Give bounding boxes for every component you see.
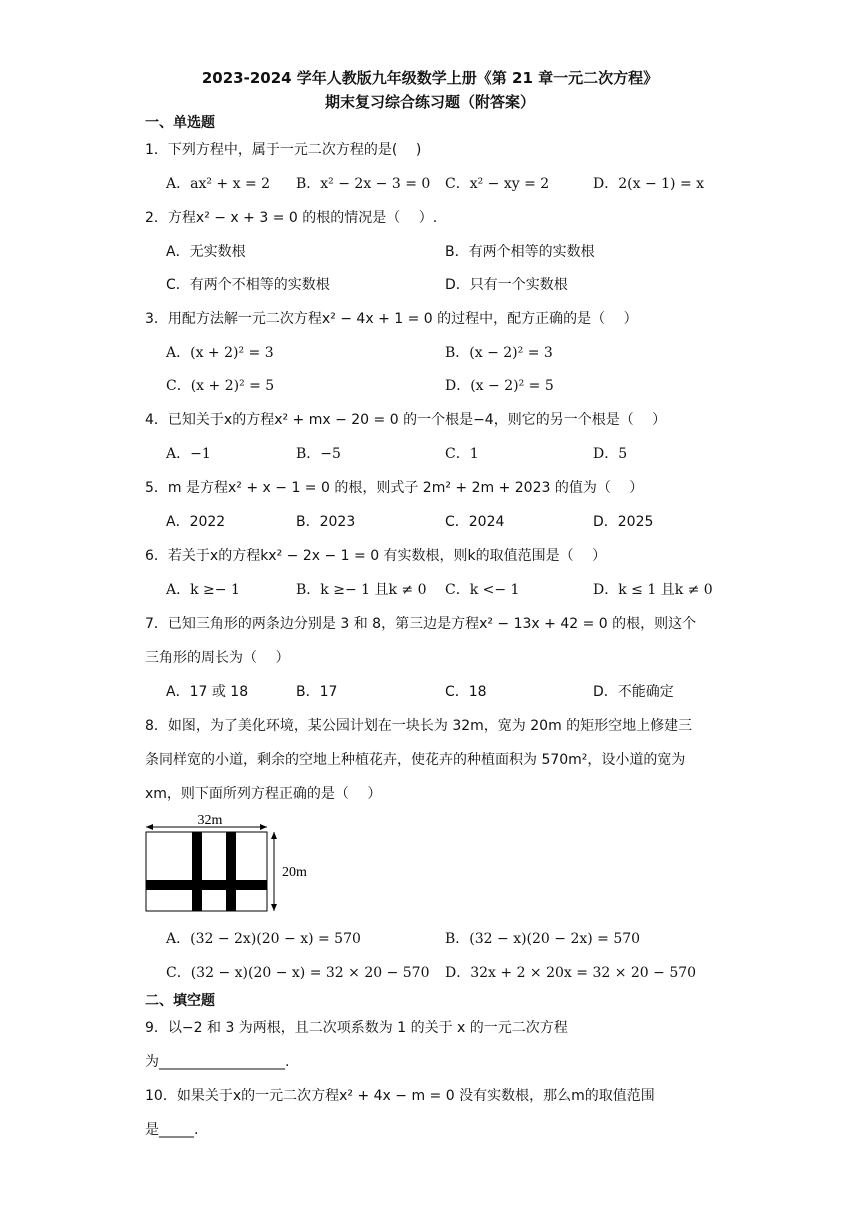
question-10-stem-line-2: 是_____. (145, 1122, 199, 1138)
question-7-stem-line-2: 三角形的周长为（ ） (145, 650, 290, 666)
question-1-option-d: D．2(x − 1) = x (593, 176, 705, 192)
question-8-stem-line-1: 8．如图，为了美化环境，某公园计划在一块长为 32m，宽为 20m 的矩形空地上修建三 (145, 718, 693, 734)
question-5-option-a: A．2022 (166, 514, 226, 530)
question-4-option-c: C．1 (445, 446, 479, 462)
question-5-option-c: C．2024 (445, 514, 505, 530)
vertical-path-right (226, 832, 236, 911)
question-7-option-c: C．18 (445, 684, 487, 700)
question-8-stem-line-3: xm，则下面所列方程正确的是（ ） (145, 786, 382, 802)
horizontal-path (146, 880, 267, 890)
question-6-option-b: B．k ≥− 1 且k ≠ 0 (296, 582, 427, 598)
arrowhead-right (260, 824, 267, 830)
question-2-option-a: A．无实数根 (166, 244, 246, 260)
arrowhead-left (146, 824, 153, 830)
question-8-option-a: A．(32 − 2x)(20 − x) = 570 (166, 931, 361, 947)
arrowhead-top (271, 832, 277, 839)
rectangle-plot (146, 832, 267, 911)
question-9-stem-line-1: 9．以−2 和 3 为两根，且二次项系数为 1 的关于 x 的一元二次方程 (145, 1020, 568, 1036)
question-4-option-d: D．5 (593, 446, 628, 462)
question-6-option-d: D．k ≤ 1 且k ≠ 0 (593, 582, 713, 598)
question-6-option-c: C．k <− 1 (445, 582, 520, 598)
question-8-option-c: C．(32 − x)(20 − x) = 32 × 20 − 570 (166, 965, 430, 981)
section-heading-single-choice: 一、单选题 (145, 115, 215, 131)
question-4-stem: 4．已知关于x的方程x² + mx − 20 = 0 的一个根是−4，则它的另一个根是（ ） (145, 412, 667, 428)
question-1-option-a: A．ax² + x = 2 (166, 176, 271, 192)
question-3-option-b: B．(x − 2)² = 3 (445, 345, 553, 361)
title-line-1: 2023-2024 学年人教版九年级数学上册《第 21 章一元二次方程》 (201, 69, 659, 87)
section-heading-fill-in: 二、填空题 (145, 993, 215, 1009)
question-1-stem: 1．下列方程中，属于一元二次方程的是( ) (145, 142, 422, 158)
question-7-stem-line-1: 7．已知三角形的两条边分别是 3 和 8，第三边是方程x² − 13x + 42 = 0 的根，则这个 (145, 616, 697, 632)
question-4-option-b: B．−5 (296, 446, 341, 462)
vertical-path-left (192, 832, 202, 911)
question-9-stem-line-2: 为__________________. (145, 1054, 290, 1070)
question-2-option-c: C．有两个不相等的实数根 (166, 277, 330, 293)
figure-width-label: 32m (197, 813, 223, 828)
question-1-option-b: B．x² − 2x − 3 = 0 (296, 176, 431, 192)
question-7-option-d: D．不能确定 (593, 684, 674, 700)
question-10-stem-line-1: 10．如果关于x的一元二次方程x² + 4x − m = 0 没有实数根，那么m的取值范围 (145, 1088, 655, 1104)
question-8-stem-line-2: 条同样宽的小道，剩余的空地上种植花卉，使花卉的种植面积为 570m²，设小道的宽为 (145, 752, 686, 768)
question-6-stem: 6．若关于x的方程kx² − 2x − 1 = 0 有实数根，则k的取值范围是（ ） (145, 548, 607, 564)
question-6-option-a: A．k ≥− 1 (166, 582, 240, 598)
question-1-option-c: C．x² − xy = 2 (445, 176, 550, 192)
question-5-stem: 5．m 是方程x² + x − 1 = 0 的根，则式子 2m² + 2m + 2023 的值为（ ） (145, 480, 644, 496)
question-2-option-b: B．有两个相等的实数根 (445, 244, 595, 260)
question-3-option-a: A．(x + 2)² = 3 (166, 345, 274, 361)
question-2-option-d: D．只有一个实数根 (445, 277, 568, 293)
question-5-option-d: D．2025 (593, 514, 654, 530)
question-8-option-b: B．(32 − x)(20 − 2x) = 570 (445, 931, 641, 947)
question-8-figure (140, 812, 320, 916)
question-5-option-b: B．2023 (296, 514, 356, 530)
question-4-option-a: A．−1 (166, 446, 211, 462)
question-3-stem: 3．用配方法解一元二次方程x² − 4x + 1 = 0 的过程中，配方正确的是（ ） (145, 311, 638, 327)
question-7-option-b: B．17 (296, 684, 338, 700)
question-2-stem: 2．方程x² − x + 3 = 0 的根的情况是（ ）. (145, 210, 438, 226)
title-line-2: 期末复习综合练习题（附答案） (324, 93, 535, 111)
arrowhead-bottom (271, 904, 277, 911)
question-8-option-d: D．32x + 2 × 20x = 32 × 20 − 570 (445, 965, 697, 981)
question-3-option-d: D．(x − 2)² = 5 (445, 378, 554, 394)
question-3-option-c: C．(x + 2)² = 5 (166, 378, 275, 394)
figure-height-label: 20m (282, 865, 307, 880)
question-7-option-a: A．17 或 18 (166, 684, 249, 700)
